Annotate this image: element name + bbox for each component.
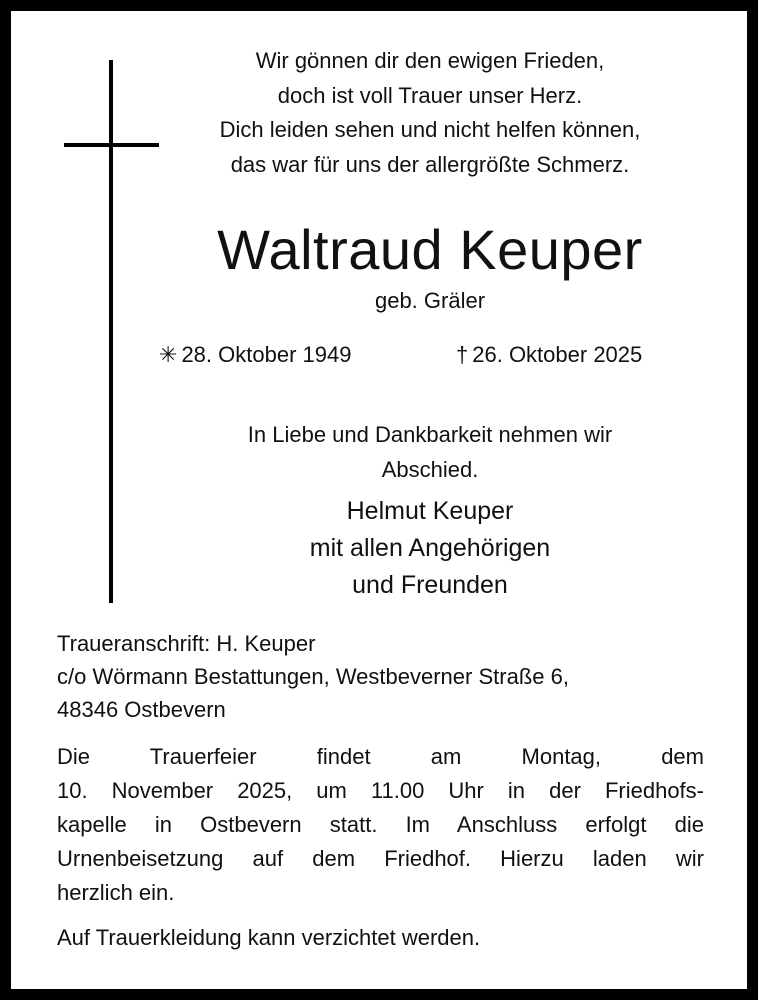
poem-line: doch ist voll Trauer unser Herz.	[277, 82, 583, 108]
cross-icon	[109, 60, 113, 603]
service-line: Die Trauerfeier findet am Montag, dem	[57, 744, 704, 769]
service-line: Urnenbeisetzung auf dem Friedhof. Hierzu laden wir	[57, 846, 704, 871]
mourner-line: mit allen Angehörigen	[309, 534, 551, 562]
farewell-text	[140, 418, 720, 487]
birth-star-icon: ✳	[159, 342, 178, 367]
birth-date: 28. Oktober 1949	[181, 342, 352, 367]
memorial-poem	[140, 44, 720, 182]
funeral-service-info	[57, 740, 704, 910]
address-line: Traueranschrift: H. Keuper	[57, 631, 316, 656]
service-line: herzlich ein.	[57, 880, 175, 905]
mourner-line: Helmut Keuper	[346, 497, 514, 525]
death-date: 26. Oktober 2025	[472, 342, 643, 367]
death-date-group	[456, 339, 642, 371]
life-dates	[140, 339, 720, 371]
mourning-address	[57, 627, 707, 726]
maiden-name: geb. Gräler	[374, 288, 486, 313]
poem-line: Wir gönnen dir den ewigen Frieden,	[255, 48, 605, 73]
death-dagger-icon: †	[456, 342, 469, 367]
poem-line: Dich leiden sehen und nicht helfen können,	[219, 117, 641, 142]
birth-date-group	[159, 339, 351, 371]
mourner-line: und Freunden	[352, 571, 508, 599]
mourners-list	[140, 493, 720, 604]
address-line: 48346 Ostbevern	[57, 697, 226, 722]
poem-line: das war für uns der allergrößte Schmerz.	[230, 151, 630, 177]
farewell-line: In Liebe und Dankbarkeit nehmen wir	[247, 422, 613, 447]
closing-note: Auf Trauerkleidung kann verzichtet werden.	[57, 925, 481, 950]
address-line: c/o Wörmann Bestattungen, Westbeverner Straße 6,	[57, 664, 569, 689]
farewell-line: Abschied.	[381, 456, 479, 482]
service-line: kapelle in Ostbevern statt. Im Anschluss erfolgt die	[57, 812, 704, 837]
service-line: 10. November 2025, um 11.00 Uhr in der Friedhofs-	[57, 778, 704, 803]
deceased-name: Waltraud Keuper	[217, 218, 643, 281]
